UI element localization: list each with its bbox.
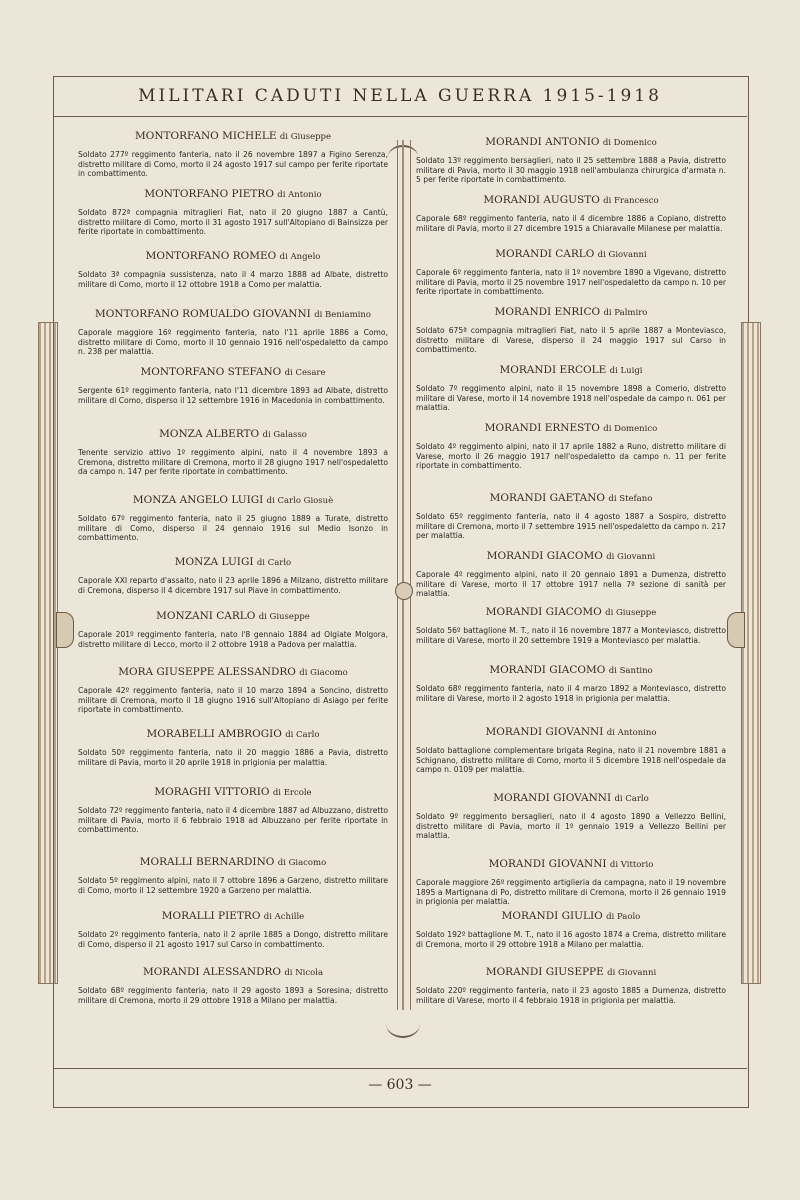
soldier-name: [416, 194, 726, 206]
soldier-parent: di Giacomo: [299, 668, 348, 678]
soldier-entry: [78, 556, 388, 595]
soldier-record: Caporale maggiore 26º reggimento artiglieria da campagna, nato il 19 novembre 1895 a Martignana di Po, distretto militare di Cremona, morto il 26 gennaio 1919 in prigionia per malattia.: [416, 878, 726, 906]
soldier-parent: di Stefano: [608, 494, 653, 504]
soldier-surname: MORA GIUSEPPE ALESSANDRO: [118, 666, 296, 678]
soldier-surname: MORANDI GIUSEPPE: [485, 966, 604, 978]
soldier-parent: di Giuseppe: [279, 132, 332, 142]
soldier-entry: [78, 910, 388, 949]
soldier-surname: MORALLI BERNARDINO: [139, 856, 275, 868]
soldier-entry: [416, 248, 726, 297]
soldier-entry: [416, 664, 726, 703]
soldier-entry: [416, 492, 726, 541]
soldier-parent: di Carlo Giosuè: [266, 496, 334, 506]
soldier-name: [78, 610, 388, 622]
footer-rule: [53, 1068, 747, 1069]
soldier-record: Soldato 67º reggimento fanteria, nato il 25 giugno 1889 a Turate, distretto militare di Como, disperso il 24 gennaio 1916 sul Medio Isonzo in combattimento.: [78, 514, 388, 542]
soldier-parent: di Giovanni: [597, 250, 647, 260]
soldier-surname: MONZA ANGELO LUIGI: [132, 494, 264, 506]
soldier-surname: MORANDI GIOVANNI: [488, 858, 607, 870]
soldier-name: [416, 606, 726, 618]
soldier-parent: di Nicola: [284, 968, 324, 978]
soldier-record: Soldato 4º reggimento alpini, nato il 17 aprile 1882 a Runo, distretto militare di Varese, morto il 26 maggio 1917 nell'ospedaletto da campo n. 11 per ferite riportate in combattimento.: [416, 442, 726, 470]
soldier-entry: [78, 250, 388, 289]
soldier-entry: [78, 366, 388, 405]
soldier-surname: MORANDI GAETANO: [489, 492, 606, 504]
soldier-entry: [78, 308, 388, 357]
soldier-parent: di Francesco: [603, 196, 659, 206]
left-column: [78, 118, 388, 1068]
soldier-surname: MORANDI GIULIO: [501, 910, 603, 922]
soldier-name: [78, 786, 388, 798]
soldier-entry: [78, 428, 388, 477]
soldier-record: Soldato 9º reggimento bersaglieri, nato il 4 agosto 1890 a Vellezzo Bellini, distretto militare di Pavia, morto il 1º gennaio 1919 a Vellezzo Bellini per malattia.: [416, 812, 726, 840]
soldier-surname: MORANDI AUGUSTO: [483, 194, 600, 206]
soldier-record: Soldato 872ª compagnia mitraglieri Fiat, nato il 20 giugno 1887 a Cantù, distretto militare di Como, morto il 31 agosto 1917 sull'Altopiano di Bainsizza per ferite riportate in combattimento.: [78, 208, 388, 236]
soldier-record: Soldato 68º reggimento fanteria, nato il 4 marzo 1892 a Monteviasco, distretto militare di Varese, morto il 2 agosto 1918 in prigionia per malattia.: [416, 684, 726, 703]
soldier-parent: di Achille: [263, 912, 305, 922]
soldier-entry: [78, 494, 388, 543]
soldier-parent: di Galasso: [262, 430, 307, 440]
soldier-parent: di Domenico: [602, 138, 657, 148]
soldier-name: [416, 136, 726, 148]
page-title: MILITARI CADUTI NELLA GUERRA 1915-1918: [138, 86, 662, 106]
soldier-name: [78, 366, 388, 378]
soldier-record: Sergente 61º reggimento fanteria, nato l'11 dicembre 1893 ad Albate, distretto militare di Como, disperso il 12 settembre 1916 in Macedonia in combattimento.: [78, 386, 388, 405]
page-number: — 603 —: [368, 1077, 432, 1093]
soldier-entry: [416, 136, 726, 185]
soldier-parent: di Paolo: [606, 912, 641, 922]
column-base-icon: [386, 1010, 420, 1038]
soldier-surname: MORALLI PIETRO: [161, 910, 261, 922]
soldier-record: Caporale 42º reggimento fanteria, nato il 10 marzo 1894 a Soncino, distretto militare di Cremona, morto il 18 giugno 1916 sull'Altopiano di Asiago per ferite riportate in combattimento.: [78, 686, 388, 714]
soldier-record: Soldato 13º reggimento bersaglieri, nato il 25 settembre 1888 a Pavia, distretto militare di Pavia, morto il 30 maggio 1918 nell'ambulanza chirurgica d'armata n. 5 per ferite riportate in combattimento.: [416, 156, 726, 184]
axe-icon: [727, 612, 745, 648]
soldier-record: Caporale 68º reggimento fanteria, nato il 4 dicembre 1886 a Copiano, distretto militare di Pavia, morto il 27 dicembre 1915 a Chiaravalle Milanese per malattia.: [416, 214, 726, 233]
soldier-entry: [416, 966, 726, 1005]
soldier-entry: [416, 306, 726, 355]
soldier-surname: MONZA ALBERTO: [159, 428, 260, 440]
soldier-surname: MONZANI CARLO: [156, 610, 256, 622]
soldier-name: [416, 492, 726, 504]
soldier-entry: [416, 726, 726, 775]
soldier-parent: di Giacomo: [277, 858, 327, 868]
soldier-surname: MONTORFANO STEFANO: [140, 366, 282, 378]
soldier-name: [78, 910, 388, 922]
soldier-record: Soldato 56º battaglione M. T., nato il 16 novembre 1877 a Monteviasco, distretto militare di Varese, morto il 20 settembre 1919 a Monteviasco per malattia.: [416, 626, 726, 645]
soldier-entry: [416, 858, 726, 907]
soldier-name: [416, 248, 726, 260]
soldier-name: [78, 666, 388, 678]
soldier-name: [78, 494, 388, 506]
soldier-parent: di Antonino: [606, 728, 657, 738]
soldier-parent: di Domenico: [603, 424, 658, 434]
right-column: [416, 118, 726, 1068]
soldier-surname: MORANDI GIOVANNI: [485, 726, 604, 738]
axe-icon: [56, 612, 74, 648]
soldier-parent: di Ercole: [272, 788, 312, 798]
soldier-surname: MORABELLI AMBROGIO: [146, 728, 282, 740]
soldier-name: [416, 966, 726, 978]
soldier-record: Caporale 201º reggimento fanteria, nato l'8 gennaio 1884 ad Olgiate Molgora, distretto militare di Lecco, morto il 2 ottobre 1918 a Padova per malattia.: [78, 630, 388, 649]
soldier-parent: di Giuseppe: [258, 612, 310, 622]
fasces-icon: [38, 322, 58, 984]
soldier-name: [416, 550, 726, 562]
soldier-name: [78, 308, 388, 320]
soldier-name: [78, 130, 388, 142]
soldier-record: Caporale 4º reggimento alpini, nato il 20 gennaio 1891 a Dumenza, distretto militare di Varese, morto il 17 ottobre 1917 nella 7ª sezione di sanità per malattia.: [416, 570, 726, 598]
soldier-name: [416, 364, 726, 376]
soldier-entry: [416, 422, 726, 471]
soldier-record: Soldato 65º reggimento fanteria, nato il 4 agosto 1887 a Sospiro, distretto militare di Cremona, morto il 7 settembre 1915 nell'ospedaletto da campo n. 217 per malattia.: [416, 512, 726, 540]
soldier-record: Soldato 7º reggimento alpini, nato il 15 novembre 1898 a Comerio, distretto militare di Varese, morto il 14 novembre 1918 nell'ospedale da campo n. 061 per malattia.: [416, 384, 726, 412]
soldier-entry: [78, 610, 388, 649]
soldier-surname: MORANDI ERCOLE: [499, 364, 607, 376]
soldier-entry: [78, 130, 388, 179]
soldier-entry: [78, 966, 388, 1005]
soldier-record: Tenente servizio attivo 1º reggimento alpini, nato il 4 novembre 1893 a Cremona, distretto militare di Cremona, morto il 28 giugno 1917 nell'ospedaletto da campo n. 147 per ferite riportate in combattimento.: [78, 448, 388, 476]
soldier-parent: di Giovanni: [607, 968, 657, 978]
soldier-surname: MORANDI GIACOMO: [486, 550, 603, 562]
soldier-parent: di Santino: [608, 666, 653, 676]
soldier-record: Caporale 6º reggimento fanteria, nato il 1º novembre 1890 a Vigevano, distretto militare di Pavia, morto il 25 novembre 1917 nell'ospedaletto da campo n. 10 per ferite riportate in combattimento.: [416, 268, 726, 296]
soldier-surname: MONTORFANO ROMEO: [145, 250, 277, 262]
soldier-name: [416, 910, 726, 922]
soldier-record: Soldato 72º reggimento fanteria, nato il 4 dicembre 1887 ad Albuzzano, distretto militare di Pavia, morto il 6 febbraio 1918 ad Albuzzano per ferite riportate in combattimento.: [78, 806, 388, 834]
page-header: [53, 76, 747, 117]
soldier-entry: [78, 786, 388, 835]
soldier-record: Soldato battaglione complementare brigata Regina, nato il 21 novembre 1881 a Schignano, distretto militare di Como, morto il 5 dicembre 1918 nell'ospedale da campo n. 0109 per malattia.: [416, 746, 726, 774]
soldier-entry: [416, 792, 726, 841]
soldier-surname: MONTORFANO ROMUALDO GIOVANNI: [95, 308, 311, 320]
soldier-entry: [416, 910, 726, 949]
soldier-parent: di Vittorio: [609, 860, 654, 870]
soldier-surname: MORANDI CARLO: [495, 248, 595, 260]
soldier-surname: MONTORFANO MICHELE: [134, 130, 277, 142]
rosette-icon: [395, 582, 413, 600]
soldier-name: [416, 858, 726, 870]
soldier-name: [78, 728, 388, 740]
soldier-record: Soldato 68º reggimento fanteria, nato il 29 agosto 1893 a Soresina, distretto militare di Cremona, morto il 29 ottobre 1918 a Milano per malattia.: [78, 986, 388, 1005]
soldier-name: [78, 428, 388, 440]
soldier-name: [78, 856, 388, 868]
soldier-parent: di Carlo: [614, 794, 649, 804]
soldier-record: Soldato 5º reggimento alpini, nato il 7 ottobre 1896 a Garzeno, distretto militare di Como, morto il 12 settembre 1920 a Garzeno per malattia.: [78, 876, 388, 895]
soldier-record: Soldato 192º battaglione M. T., nato il 16 agosto 1874 a Crema, distretto militare di Cremona, morto il 29 ottobre 1918 a Milano per malattia.: [416, 930, 726, 949]
soldier-parent: di Giovanni: [606, 552, 656, 562]
soldier-name: [78, 188, 388, 200]
soldier-surname: MORANDI ANTONIO: [485, 136, 600, 148]
soldier-entry: [416, 550, 726, 599]
column-ornament-icon: [397, 140, 411, 1010]
soldier-name: [416, 664, 726, 676]
soldier-surname: MORANDI GIACOMO: [485, 606, 602, 618]
soldier-surname: MONZA LUIGI: [174, 556, 254, 568]
soldier-name: [416, 726, 726, 738]
soldier-record: Soldato 50º reggimento fanteria, nato il 20 maggio 1886 a Pavia, distretto militare di Pavia, morto il 20 aprile 1918 in prigionia per malattia.: [78, 748, 388, 767]
soldier-record: Caporale maggiore 16º reggimento fanteria, nato l'11 aprile 1886 a Como, distretto militare di Como, morto il 10 gennaio 1916 nell'ospedaletto da campo n. 238 per malattia.: [78, 328, 388, 356]
soldier-record: Soldato 3ª compagnia sussistenza, nato il 4 marzo 1888 ad Albate, distretto militare di Como, morto il 12 ottobre 1918 a Como per malattia.: [78, 270, 388, 289]
soldier-surname: MORANDI ENRICO: [494, 306, 601, 318]
soldier-entry: [78, 188, 388, 237]
soldier-parent: di Beniamino: [314, 310, 371, 320]
soldier-entry: [78, 856, 388, 895]
soldier-surname: MONTORFANO PIETRO: [144, 188, 274, 200]
soldier-name: [416, 422, 726, 434]
soldier-name: [416, 792, 726, 804]
soldier-surname: MORANDI GIOVANNI: [493, 792, 612, 804]
soldier-parent: di Antonio: [277, 190, 322, 200]
soldier-record: Soldato 277º reggimento fanteria, nato il 26 novembre 1897 a Figino Serenza, distretto militare di Como, morto il 24 agosto 1917 sul campo per ferite riportate in combattimento.: [78, 150, 388, 178]
soldier-record: Caporale XXI reparto d'assalto, nato il 23 aprile 1896 a Milzano, distretto militare di Cremona, disperso il 4 dicembre 1917 sul Piave in combattimento.: [78, 576, 388, 595]
soldier-record: Soldato 2º reggimento fanteria, nato il 2 aprile 1885 a Dongo, distretto militare di Como, disperso il 21 agosto 1917 sul Carso in combattimento.: [78, 930, 388, 949]
soldier-parent: di Angelo: [279, 252, 321, 262]
soldier-surname: MORANDI GIACOMO: [489, 664, 606, 676]
soldier-surname: MORANDI ALESSANDRO: [142, 966, 282, 978]
soldier-parent: di Carlo: [256, 558, 292, 568]
soldier-entry: [416, 194, 726, 233]
soldier-parent: di Luigi: [609, 366, 643, 376]
soldier-entry: [78, 728, 388, 767]
soldier-record: Soldato 675ª compagnia mitraglieri Fiat, nato il 5 aprile 1887 a Monteviasco, distretto militare di Varese, disperso il 24 maggio 1917 sul Carso in combattimento.: [416, 326, 726, 354]
column-shaft: [402, 140, 404, 1010]
soldier-name: [78, 250, 388, 262]
soldier-entry: [416, 364, 726, 413]
soldier-parent: di Carlo: [285, 730, 320, 740]
soldier-name: [78, 966, 388, 978]
soldier-parent: di Giuseppe: [605, 608, 657, 618]
soldier-surname: MORANDI ERNESTO: [484, 422, 600, 434]
soldier-entry: [78, 666, 388, 715]
soldier-parent: di Cesare: [284, 368, 326, 378]
soldier-name: [78, 556, 388, 568]
soldier-parent: di Palmiro: [603, 308, 648, 318]
soldier-name: [416, 306, 726, 318]
soldier-surname: MORAGHI VITTORIO: [154, 786, 270, 798]
fasces-icon: [741, 322, 761, 984]
soldier-entry: [416, 606, 726, 645]
soldier-record: Soldato 220º reggimento fanteria, nato il 23 agosto 1885 a Dumenza, distretto militare di Varese, morto il 4 febbraio 1918 in prigionia per malattia.: [416, 986, 726, 1005]
